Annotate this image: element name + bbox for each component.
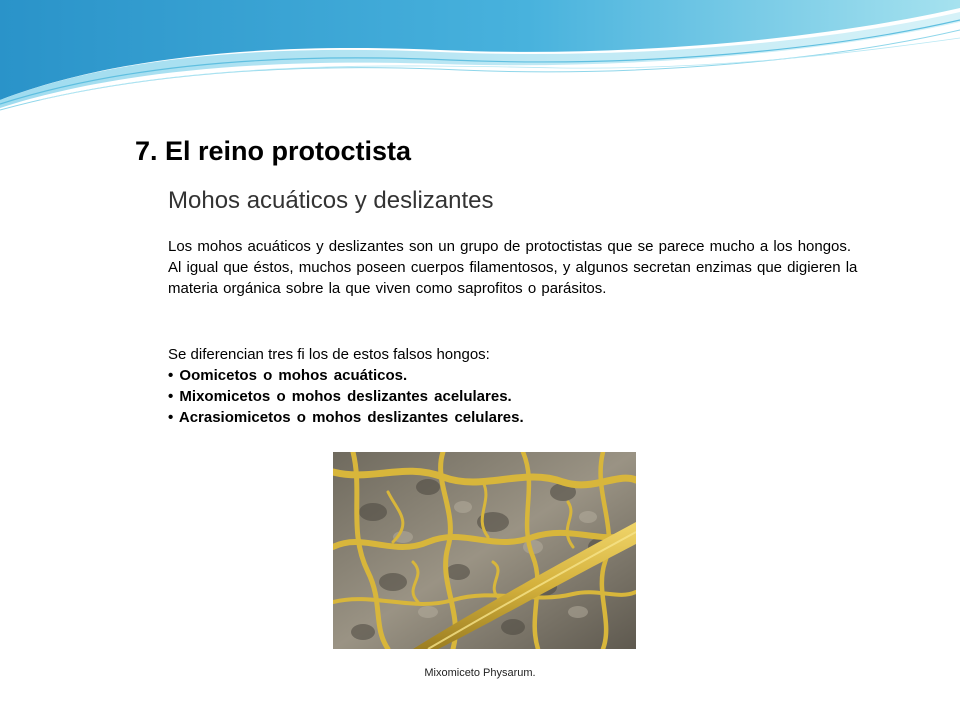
list-item: • Oomicetos o mohos acuáticos.: [168, 367, 408, 384]
figure-caption: Mixomiceto Physarum.: [424, 667, 536, 679]
physarum-photo: [333, 452, 636, 649]
header-wave-decoration: [0, 0, 960, 115]
phyla-intro: Se diferencian tres fi los de estos falsos hongos:: [168, 346, 490, 363]
list-item: • Acrasiomicetos o mohos deslizantes celulares.: [168, 409, 524, 426]
body-paragraph: Los mohos acuáticos y deslizantes son un grupo de protoctistas que se parece mucho a los hongos. Al igual que éstos, muchos poseen cuerpos filamentosos, y algunos secretan enzimas que digieren la materia orgánica sobre la que viven como saprofitos o parásitos.: [168, 238, 858, 297]
slide-subtitle: Mohos acuáticos y deslizantes: [168, 187, 494, 214]
slide-title: 7. El reino protoctista: [135, 136, 412, 166]
phyla-list: [168, 365, 524, 428]
list-item: • Mixomicetos o mohos deslizantes acelulares.: [168, 388, 512, 405]
